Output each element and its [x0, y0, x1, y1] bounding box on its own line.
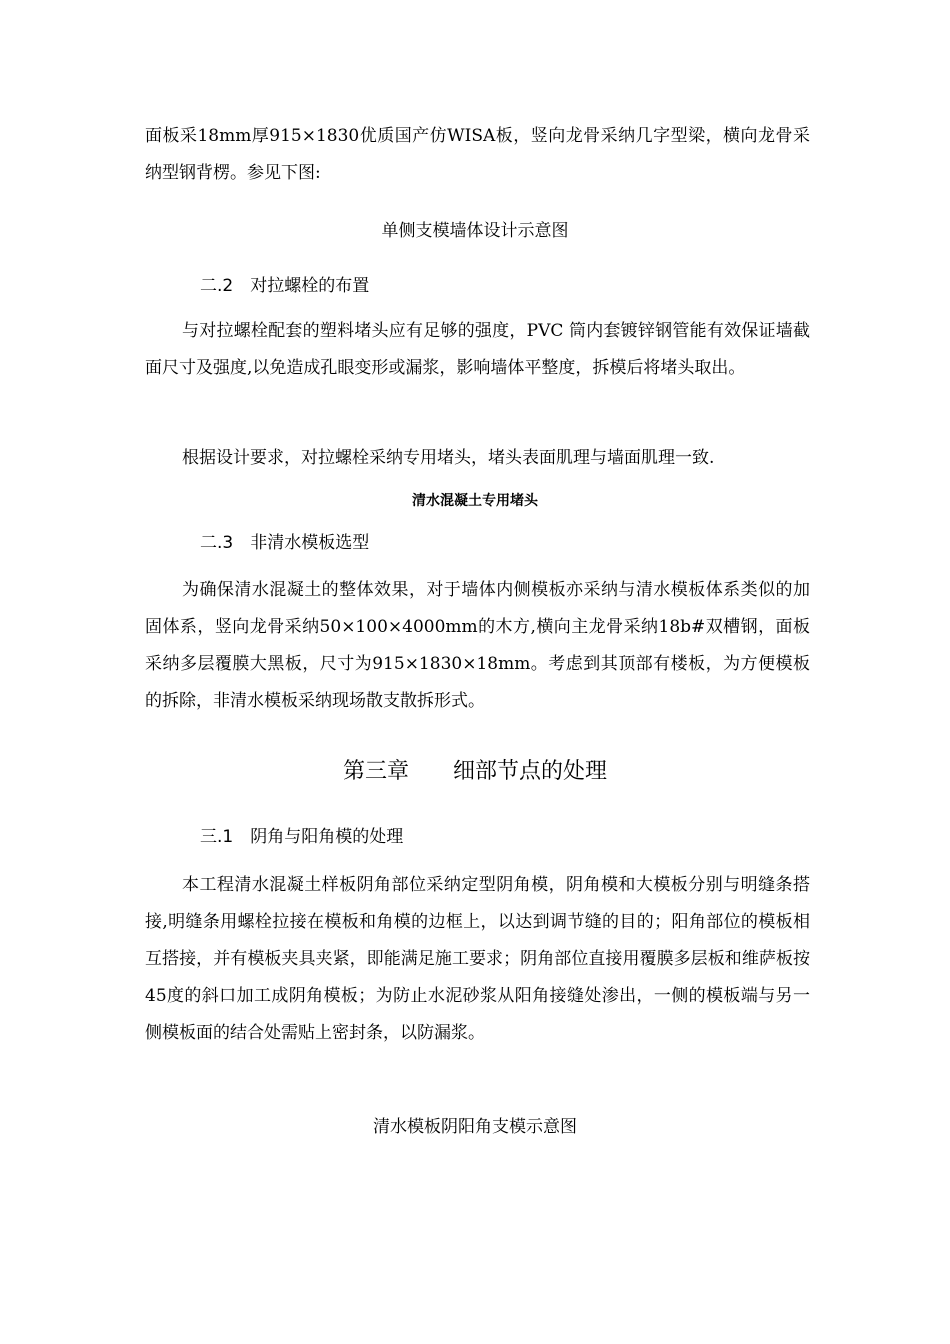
caption-special-plug: 清水混凝土专用堵头 [412, 493, 538, 509]
chapter-heading-3: 第三章 细部节点的处理 [342, 759, 607, 784]
section-heading-3-1: 三.1 阴角与阳角模的处理 [200, 827, 404, 847]
paragraph-panel-material: 面板采18mm厚915×1830优质国产仿WISA板，竖向龙骨采纳几字型梁，横向龙骨采纳型钢背楞。参见下图: [145, 126, 810, 183]
section-heading-2-2: 二.2 对拉螺栓的布置 [200, 276, 370, 296]
paragraph-plug-texture: 根据设计要求，对拉螺栓采纳专用堵头，堵头表面肌理与墙面肌理一致. [182, 448, 715, 468]
caption-corner-formwork: 清水模板阴阳角支模示意图 [373, 1117, 577, 1137]
paragraph-tie-bolt-plug: 与对拉螺栓配套的塑料堵头应有足够的强度，PVC 筒内套镀锌钢管能有效保证墙截面尺寸及强度,以免造成孔眼变形或漏浆，影响墙体平整度，拆模后将堵头取出。 [145, 321, 810, 378]
paragraph-non-fair-faced-formwork: 为确保清水混凝土的整体效果，对于墙体内侧模板亦采纳与清水模板体系类似的加固体系，竖向龙骨采纳50×100×4000mm的木方,横向主龙骨采纳18b#双槽钢，面板采纳多层覆膜大黑板，尺寸为915×1830×18mm。考虑到其顶部有楼板，为方便模板的拆除，非清水模板采纳现场散支散拆形式。 [145, 580, 810, 711]
caption-single-side-formwork: 单侧支模墙体设计示意图 [381, 221, 569, 241]
section-heading-2-3: 二.3 非清水模板选型 [200, 533, 370, 553]
paragraph-corner-formwork: 本工程清水混凝土样板阴角部位采纳定型阴角模，阴角模和大模板分别与明缝条搭接,明缝条用螺栓拉接在模板和角模的边框上，以达到调节缝的目的；阳角部位的模板相互搭接，并有模板夹具夹紧，即能满足施工要求；阴角部位直接用覆膜多层板和维萨板按45度的斜口加工成阴角模板；为防止水泥砂浆从阳角接缝处渗出，一侧的模板端与另一侧模板面的结合处需贴上密封条，以防漏浆。 [145, 875, 810, 1043]
